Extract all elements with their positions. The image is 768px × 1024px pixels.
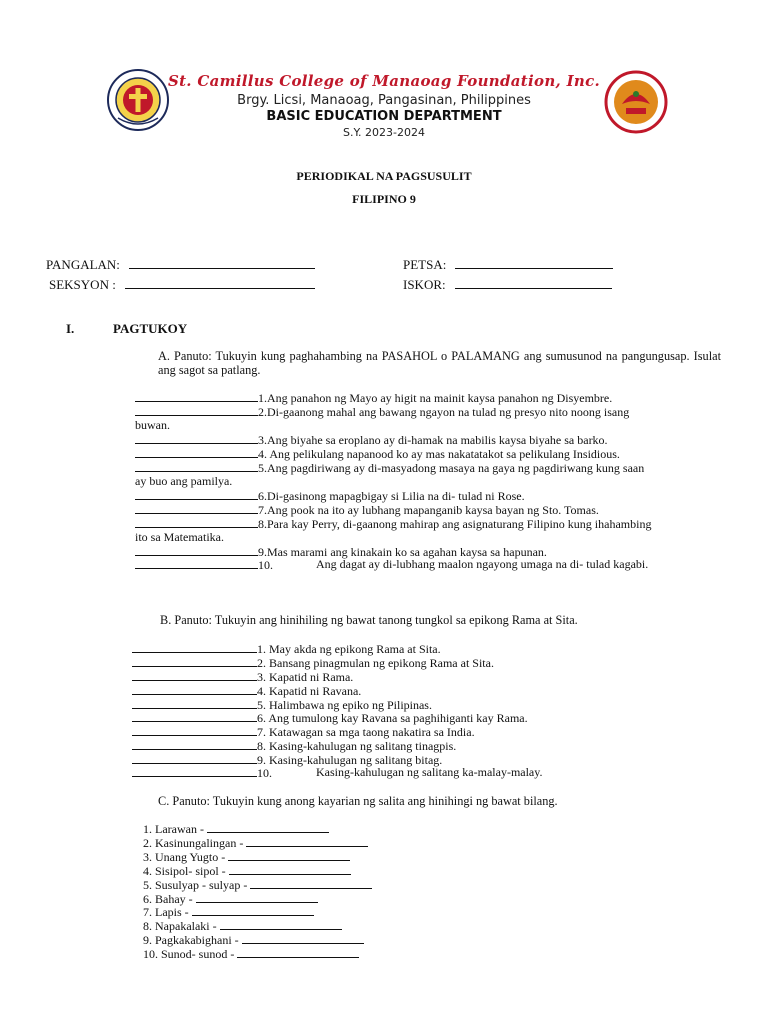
- answer-blank[interactable]: [192, 905, 314, 916]
- list-item[interactable]: 1. Larawan -: [143, 822, 329, 837]
- list-item[interactable]: 3. Unang Yugto -: [143, 850, 350, 865]
- name-label: PANGALAN:: [46, 257, 120, 272]
- answer-blank[interactable]: [132, 698, 257, 709]
- school-header: [0, 68, 768, 139]
- department-name: BASIC EDUCATION DEPARTMENT: [266, 109, 502, 124]
- list-item[interactable]: 10. Sunod- sunod -: [143, 947, 359, 962]
- list-item[interactable]: 9. Pagkakabighani -: [143, 933, 364, 948]
- answer-blank[interactable]: [135, 461, 258, 472]
- list-item[interactable]: 9.Mas marami ang kinakain ko sa agahan kaysa sa hapunan.: [135, 545, 547, 560]
- list-item[interactable]: 5. Susulyap - sulyap -: [143, 878, 372, 893]
- answer-blank[interactable]: [135, 503, 258, 514]
- answer-blank[interactable]: [246, 836, 368, 847]
- name-blank[interactable]: [129, 257, 315, 269]
- answer-blank[interactable]: [132, 711, 257, 722]
- list-item[interactable]: 8. Napakalaki -: [143, 919, 342, 934]
- section-blank[interactable]: [125, 277, 315, 289]
- list-item[interactable]: 1.Ang panahon ng Mayo ay higit na mainit kaysa panahon ng Disyembre.: [135, 391, 612, 406]
- list-item[interactable]: 5. Halimbawa ng epiko ng Pilipinas.: [132, 698, 432, 713]
- list-item[interactable]: 6. Ang tumulong kay Ravana sa paghihiganti kay Rama.: [132, 711, 528, 726]
- list-item-text: Ang dagat ay di-lubhang maalon ngayong umaga na di- tulad kagabi.: [316, 557, 649, 571]
- date-field[interactable]: [403, 257, 613, 273]
- list-item[interactable]: 4. Kapatid ni Ravana.: [132, 684, 361, 699]
- answer-blank[interactable]: [135, 558, 258, 569]
- answer-blank[interactable]: [132, 670, 257, 681]
- part-b-instruction: B. Panuto: Tukuyin ang hinihiling ng bawat tanong tungkol sa epikong Rama at Sita.: [160, 613, 578, 627]
- list-item[interactable]: 8.Para kay Perry, di-gaanong mahirap ang asignaturang Filipino kung ihahambing: [135, 517, 651, 532]
- score-blank[interactable]: [455, 277, 612, 289]
- list-item-continuation: ito sa Matematika.: [135, 530, 224, 544]
- answer-blank[interactable]: [132, 642, 257, 653]
- answer-blank[interactable]: [229, 864, 351, 875]
- list-item[interactable]: 5.Ang pagdiriwang ay di-masyadong masaya na gaya ng pagdiriwang kung saan: [135, 461, 644, 476]
- list-item[interactable]: 7.Ang pook na ito ay lubhang mapanganib kaysa bayan ng Sto. Tomas.: [135, 503, 599, 518]
- answer-blank[interactable]: [207, 822, 329, 833]
- answer-blank[interactable]: [242, 933, 364, 944]
- part-a-instruction: A. Panuto: Tukuyin kung paghahambing na PASAHOL o PALAMANG ang sumusunod na pangungusap. Isulat ang sagot sa patlang.: [158, 349, 721, 377]
- part-c-instruction: C. Panuto: Tukuyin kung anong kayarian ng salita ang hinihingi ng bawat bilang.: [158, 794, 558, 808]
- list-item[interactable]: 9. Kasing-kahulugan ng salitang bitag.: [132, 753, 442, 768]
- list-item[interactable]: 7. Katawagan sa mga taong nakatira sa India.: [132, 725, 475, 740]
- list-item[interactable]: 3.Ang biyahe sa eroplano ay di-hamak na mabilis kaysa biyahe sa barko.: [135, 433, 608, 448]
- answer-blank[interactable]: [132, 739, 257, 750]
- score-field[interactable]: [403, 277, 612, 293]
- section-label: SEKSYON :: [49, 277, 116, 292]
- school-address: Brgy. Licsi, Manaoag, Pangasinan, Philippines: [237, 93, 531, 108]
- basic-ed-seal-icon: [604, 70, 668, 134]
- answer-blank[interactable]: [135, 433, 258, 444]
- list-item-text: Kasing-kahulugan ng salitang ka-malay-malay.: [316, 765, 543, 779]
- list-item[interactable]: 1. May akda ng epikong Rama at Sita.: [132, 642, 441, 657]
- list-item[interactable]: 6.Di-gasinong mapagbigay si Lilia na di- tulad ni Rose.: [135, 489, 525, 504]
- answer-blank[interactable]: [135, 489, 258, 500]
- school-year: S.Y. 2023-2024: [343, 126, 425, 139]
- section-numeral: I.: [66, 321, 75, 336]
- answer-blank[interactable]: [196, 892, 318, 903]
- exam-subject: FILIPINO 9: [352, 192, 416, 206]
- list-item[interactable]: 2.Di-gaanong mahal ang bawang ngayon na tulad ng presyo nito noong isang: [135, 405, 721, 420]
- answer-blank[interactable]: [250, 878, 372, 889]
- list-item[interactable]: 6. Bahay -: [143, 892, 318, 907]
- answer-blank[interactable]: [135, 447, 258, 458]
- list-item[interactable]: 3. Kapatid ni Rama.: [132, 670, 353, 685]
- list-item[interactable]: 2. Kasinungalingan -: [143, 836, 368, 851]
- answer-blank[interactable]: [132, 766, 257, 777]
- section-title: PAGTUKOY: [113, 321, 188, 336]
- answer-blank[interactable]: [135, 545, 258, 556]
- answer-blank[interactable]: [237, 947, 359, 958]
- answer-blank[interactable]: [132, 656, 257, 667]
- list-item[interactable]: 10.: [135, 558, 273, 573]
- list-item[interactable]: 7. Lapis -: [143, 905, 314, 920]
- answer-blank[interactable]: [132, 725, 257, 736]
- list-item[interactable]: 4. Sisipol- sipol -: [143, 864, 351, 879]
- answer-blank[interactable]: [135, 517, 258, 528]
- date-blank[interactable]: [455, 257, 613, 269]
- answer-blank[interactable]: [135, 405, 258, 416]
- answer-blank[interactable]: [220, 919, 342, 930]
- list-item[interactable]: 10.: [132, 766, 272, 781]
- answer-blank[interactable]: [228, 850, 350, 861]
- section-field[interactable]: [49, 277, 315, 293]
- list-item[interactable]: 2. Bansang pinagmulan ng epikong Rama at Sita.: [132, 656, 494, 671]
- answer-blank[interactable]: [132, 753, 257, 764]
- exam-title: PERIODIKAL NA PAGSUSULIT: [296, 169, 472, 183]
- list-item-continuation: ay buo ang pamilya.: [135, 474, 233, 488]
- list-item[interactable]: 4. Ang pelikulang napanood ko ay mas nakatatakot sa pelikulang Insidious.: [135, 447, 620, 462]
- list-item[interactable]: 8. Kasing-kahulugan ng salitang tinagpis.: [132, 739, 456, 754]
- date-label: PETSA:: [403, 257, 447, 272]
- school-name: St. Camillus College of Manaoag Foundation, Inc.: [167, 72, 601, 90]
- list-item-continuation: buwan.: [135, 418, 170, 432]
- score-label: ISKOR:: [403, 277, 446, 292]
- answer-blank[interactable]: [135, 391, 258, 402]
- name-field[interactable]: [46, 257, 315, 273]
- answer-blank[interactable]: [132, 684, 257, 695]
